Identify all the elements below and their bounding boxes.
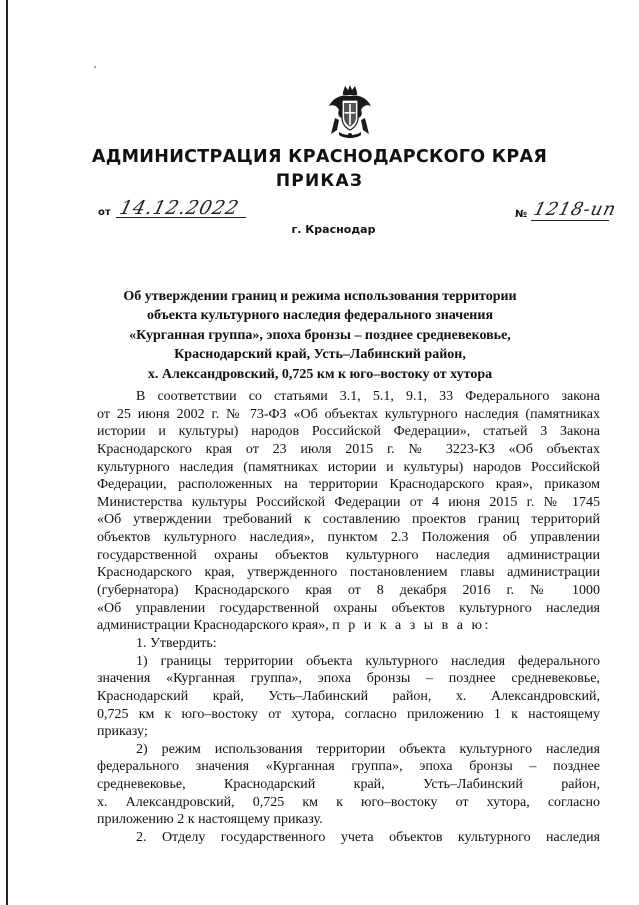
body-line: Краснодарский край, Усть–Лабинский район, х. Александровский, xyxy=(97,688,600,704)
title-line: х. Александровский, 0,725 км к юго–востоку от хутора xyxy=(147,366,493,382)
body-line: от 25 июня 2002 г. № 73-ФЗ «Об объектах культурного наследия (памятниках xyxy=(97,406,600,422)
document-type-header: ПРИКАЗ xyxy=(275,171,364,191)
title-line: Об утверждении границ и режима использования территории xyxy=(123,289,517,304)
order-spaced-word: п р и к а з ы в а ю: xyxy=(332,618,491,634)
number-prefix: № xyxy=(515,209,528,220)
handwritten-number: 1218-ип xyxy=(531,199,619,220)
body-line: Краснодарского края от 23 июля 2015 г. № 3223-КЗ «Об объектах xyxy=(97,441,600,457)
title-line: Краснодарский край, Усть–Лабинский район, xyxy=(174,347,466,363)
body-line: истории и культуры) народов Российской Федерации», статьей 3 Закона xyxy=(97,424,600,440)
city-label: г. Краснодар xyxy=(291,223,376,236)
body-line: приложению 2 к настоящему приказу. xyxy=(97,812,323,828)
body-line: «Об управлении государственной охраны объектов культурного наследия xyxy=(97,600,600,616)
body-line-text: администрации Краснодарского края», xyxy=(97,618,333,634)
document-title xyxy=(110,287,530,384)
date-underline xyxy=(116,217,246,218)
body-line: средневековье, Краснодарский край, Усть–Лабинский район, xyxy=(97,777,600,793)
body-line: приказу; xyxy=(97,724,148,740)
body-line: Федерации, расположенных на территории Краснодарского края», приказом xyxy=(97,477,600,493)
body-line: культурного наследия (памятниках истории и культуры) народов Российской xyxy=(97,459,600,475)
body-line: Краснодарского края, утвержденного постановлением главы администрации xyxy=(97,565,600,581)
body-line: «Об утверждении требований к составлению проектов границ территорий xyxy=(97,512,600,528)
body-line: объектов культурного наследия», пунктом 2.3 Положения об управлении xyxy=(97,530,600,546)
body-line: х. Александровский, 0,725 км к юго–востоку от хутора, согласно xyxy=(97,794,600,810)
document-body xyxy=(97,388,600,847)
body-line: 2) режим использования территории объекта культурного наследия xyxy=(136,741,600,757)
body-line: Министерства культуры Российской Федерации от 4 июня 2015 г. № 1745 xyxy=(97,494,600,510)
body-line: (губернатора) Краснодарского края от 8 декабря 2016 г. № 1000 xyxy=(97,583,600,599)
body-line-order xyxy=(97,617,600,635)
title-line: объекта культурного наследия федерального значения xyxy=(146,308,494,324)
title-line: «Курганная группа», эпоха бронзы – позднее средневековье, xyxy=(129,327,511,343)
handwritten-date: 14.12.2022 xyxy=(117,197,242,219)
body-line: значения «Курганная группа», эпоха бронзы – позднее средневековье, xyxy=(97,671,600,687)
body-line: 2. Отделу государственного учета объектов культурного наследия xyxy=(136,830,600,846)
coat-of-arms-icon xyxy=(325,84,375,140)
number-underline xyxy=(531,220,609,221)
body-line: 1. Утвердить: xyxy=(136,635,217,651)
date-prefix: от xyxy=(98,207,111,218)
organization-header: АДМИНИСТРАЦИЯ КРАСНОДАРСКОГО КРАЯ xyxy=(91,147,548,167)
scan-speck xyxy=(94,66,96,68)
body-line: 0,725 км к юго–востоку от хутора, согласно приложению 1 к настоящему xyxy=(97,706,600,722)
body-line: 1) границы территории объекта культурного наследия федерального xyxy=(136,653,600,669)
body-line: федерального значения «Курганная группа», эпоха бронзы – позднее xyxy=(97,759,600,775)
body-line: В соответствии со статьями 3.1, 5.1, 9.1, 33 Федерального закона xyxy=(136,389,600,404)
scan-border-line xyxy=(6,0,8,905)
body-line: государственной охраны объектов культурного наследия администрации xyxy=(97,547,600,563)
